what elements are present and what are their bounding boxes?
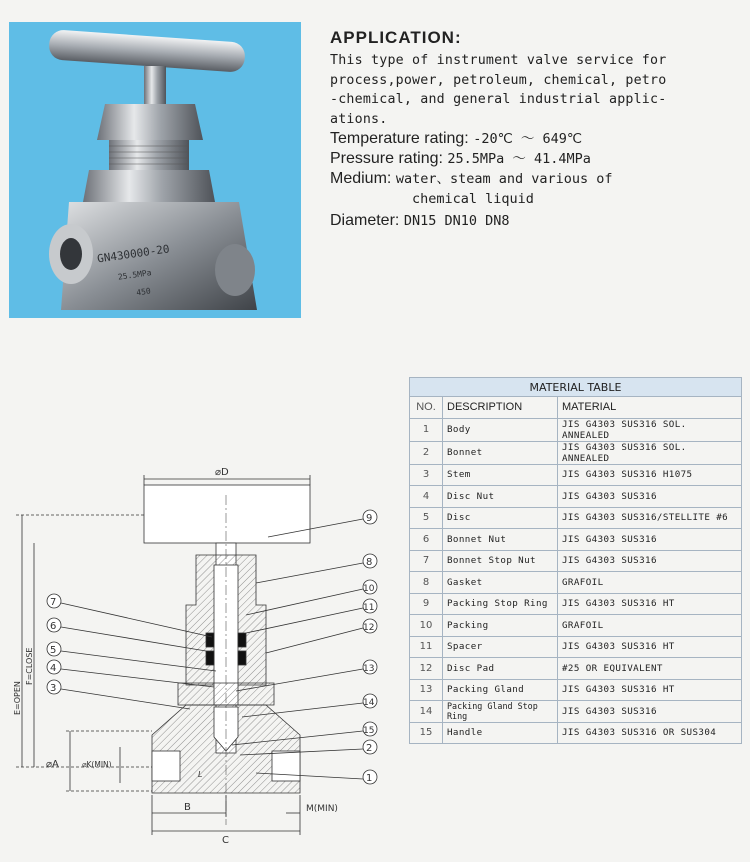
svg-text:11: 11 — [363, 603, 375, 613]
material-table — [409, 377, 742, 744]
table-row: 6 Bonnet Nut JIS G4303 SUS316 — [410, 529, 742, 551]
dim-k: ⌀K(MIN) — [82, 760, 112, 769]
photo-marking-2: 25.5MPa — [117, 268, 153, 282]
photo-marking-3: 450 — [135, 286, 152, 298]
table-row: 9 Packing Stop Ring JIS G4303 SUS316 HT — [410, 593, 742, 615]
svg-text:1: 1 — [366, 773, 373, 784]
medium-value-1: water、steam and various of — [395, 171, 613, 187]
application-section — [330, 28, 740, 231]
material-table-title: MATERIAL TABLE — [410, 378, 742, 397]
svg-text:12: 12 — [363, 623, 375, 633]
table-row: 7 Bonnet Stop Nut JIS G4303 SUS316 — [410, 550, 742, 572]
dim-m: M(MIN) — [306, 804, 338, 814]
bonnet-nut — [97, 104, 203, 140]
diagram-handle — [144, 485, 310, 543]
application-description-line-2: process,power, petroleum, chemical, petro — [330, 72, 667, 88]
svg-text:5: 5 — [50, 645, 57, 656]
svg-text:10: 10 — [363, 584, 375, 594]
diameter-value: DN15 DN10 DN8 — [403, 213, 510, 229]
table-row: 4 Disc Nut JIS G4303 SUS316 — [410, 486, 742, 508]
header-description: DESCRIPTION — [443, 397, 558, 419]
close-label: F=CLOSE — [25, 647, 34, 685]
application-description-line-3: -chemical, and general industrial applic- — [330, 92, 667, 107]
temperature-label: Temperature rating: — [330, 130, 469, 147]
svg-text:14: 14 — [363, 698, 375, 708]
table-row: 12 Disc Pad #25 OR EQUIVALENT — [410, 658, 742, 680]
table-row: 2 Bonnet JIS G4303 SUS316 SOL. ANNEALED — [410, 441, 742, 464]
table-row: 3 Stem JIS G4303 SUS316 H1075 — [410, 464, 742, 486]
svg-text:7: 7 — [50, 597, 57, 608]
application-description-line-1: This type of instrument valve service for — [330, 53, 667, 68]
svg-text:6: 6 — [50, 621, 57, 632]
table-row: 13 Packing Gland JIS G4303 SUS316 HT — [410, 679, 742, 701]
table-row: 11 Spacer JIS G4303 SUS316 HT — [410, 636, 742, 658]
medium — [330, 169, 740, 189]
dim-a: ⌀A — [46, 759, 59, 770]
table-row: 1 Body JIS G4303 SUS316 SOL. ANNEALED — [410, 418, 742, 441]
application-description-line-4: ations. — [330, 111, 388, 127]
diameter — [330, 211, 740, 231]
header-material: MATERIAL — [558, 397, 742, 419]
medium-label: Medium: — [330, 170, 392, 187]
table-row: 14 Packing Gland Stop Ring JIS G4303 SUS316 — [410, 701, 742, 723]
dim-l: L — [198, 770, 203, 779]
needle-valve-image — [9, 22, 301, 318]
svg-text:9: 9 — [366, 513, 373, 524]
dim-c: C — [222, 835, 229, 846]
header-no: NO. — [410, 397, 443, 419]
pressure-value: 25.5MPa ～ 41.4MPa — [447, 151, 591, 167]
svg-text:3: 3 — [50, 683, 57, 694]
open-label: E=OPEN — [13, 681, 22, 715]
svg-text:2: 2 — [366, 743, 373, 754]
pressure-rating — [330, 149, 740, 169]
svg-text:15: 15 — [363, 726, 375, 736]
svg-text:13: 13 — [363, 664, 375, 674]
photo-marking-1: GN430000-20 — [96, 242, 171, 266]
svg-text:8: 8 — [366, 557, 373, 568]
valve-photo — [9, 22, 301, 318]
table-row: 10 Packing GRAFOIL — [410, 615, 742, 637]
material-table-header — [410, 397, 742, 419]
svg-text:4: 4 — [50, 663, 57, 674]
valve-cross-section-diagram — [10, 455, 405, 847]
table-row: 8 Gasket GRAFOIL — [410, 572, 742, 594]
diameter-label: Diameter: — [330, 212, 400, 229]
application-heading: APPLICATION: — [330, 28, 462, 47]
pressure-label: Pressure rating: — [330, 150, 443, 167]
table-row: 15 Handle JIS G4303 SUS316 OR SUS304 — [410, 722, 742, 744]
medium-value-2: chemical liquid — [412, 191, 534, 207]
temperature-rating — [330, 129, 740, 149]
table-row: 5 Disc JIS G4303 SUS316/STELLITE #6 — [410, 507, 742, 529]
dim-d: ⌀D — [215, 467, 229, 478]
temperature-value: -20℃ ～ 649℃ — [473, 131, 583, 147]
dim-b: B — [184, 802, 191, 813]
